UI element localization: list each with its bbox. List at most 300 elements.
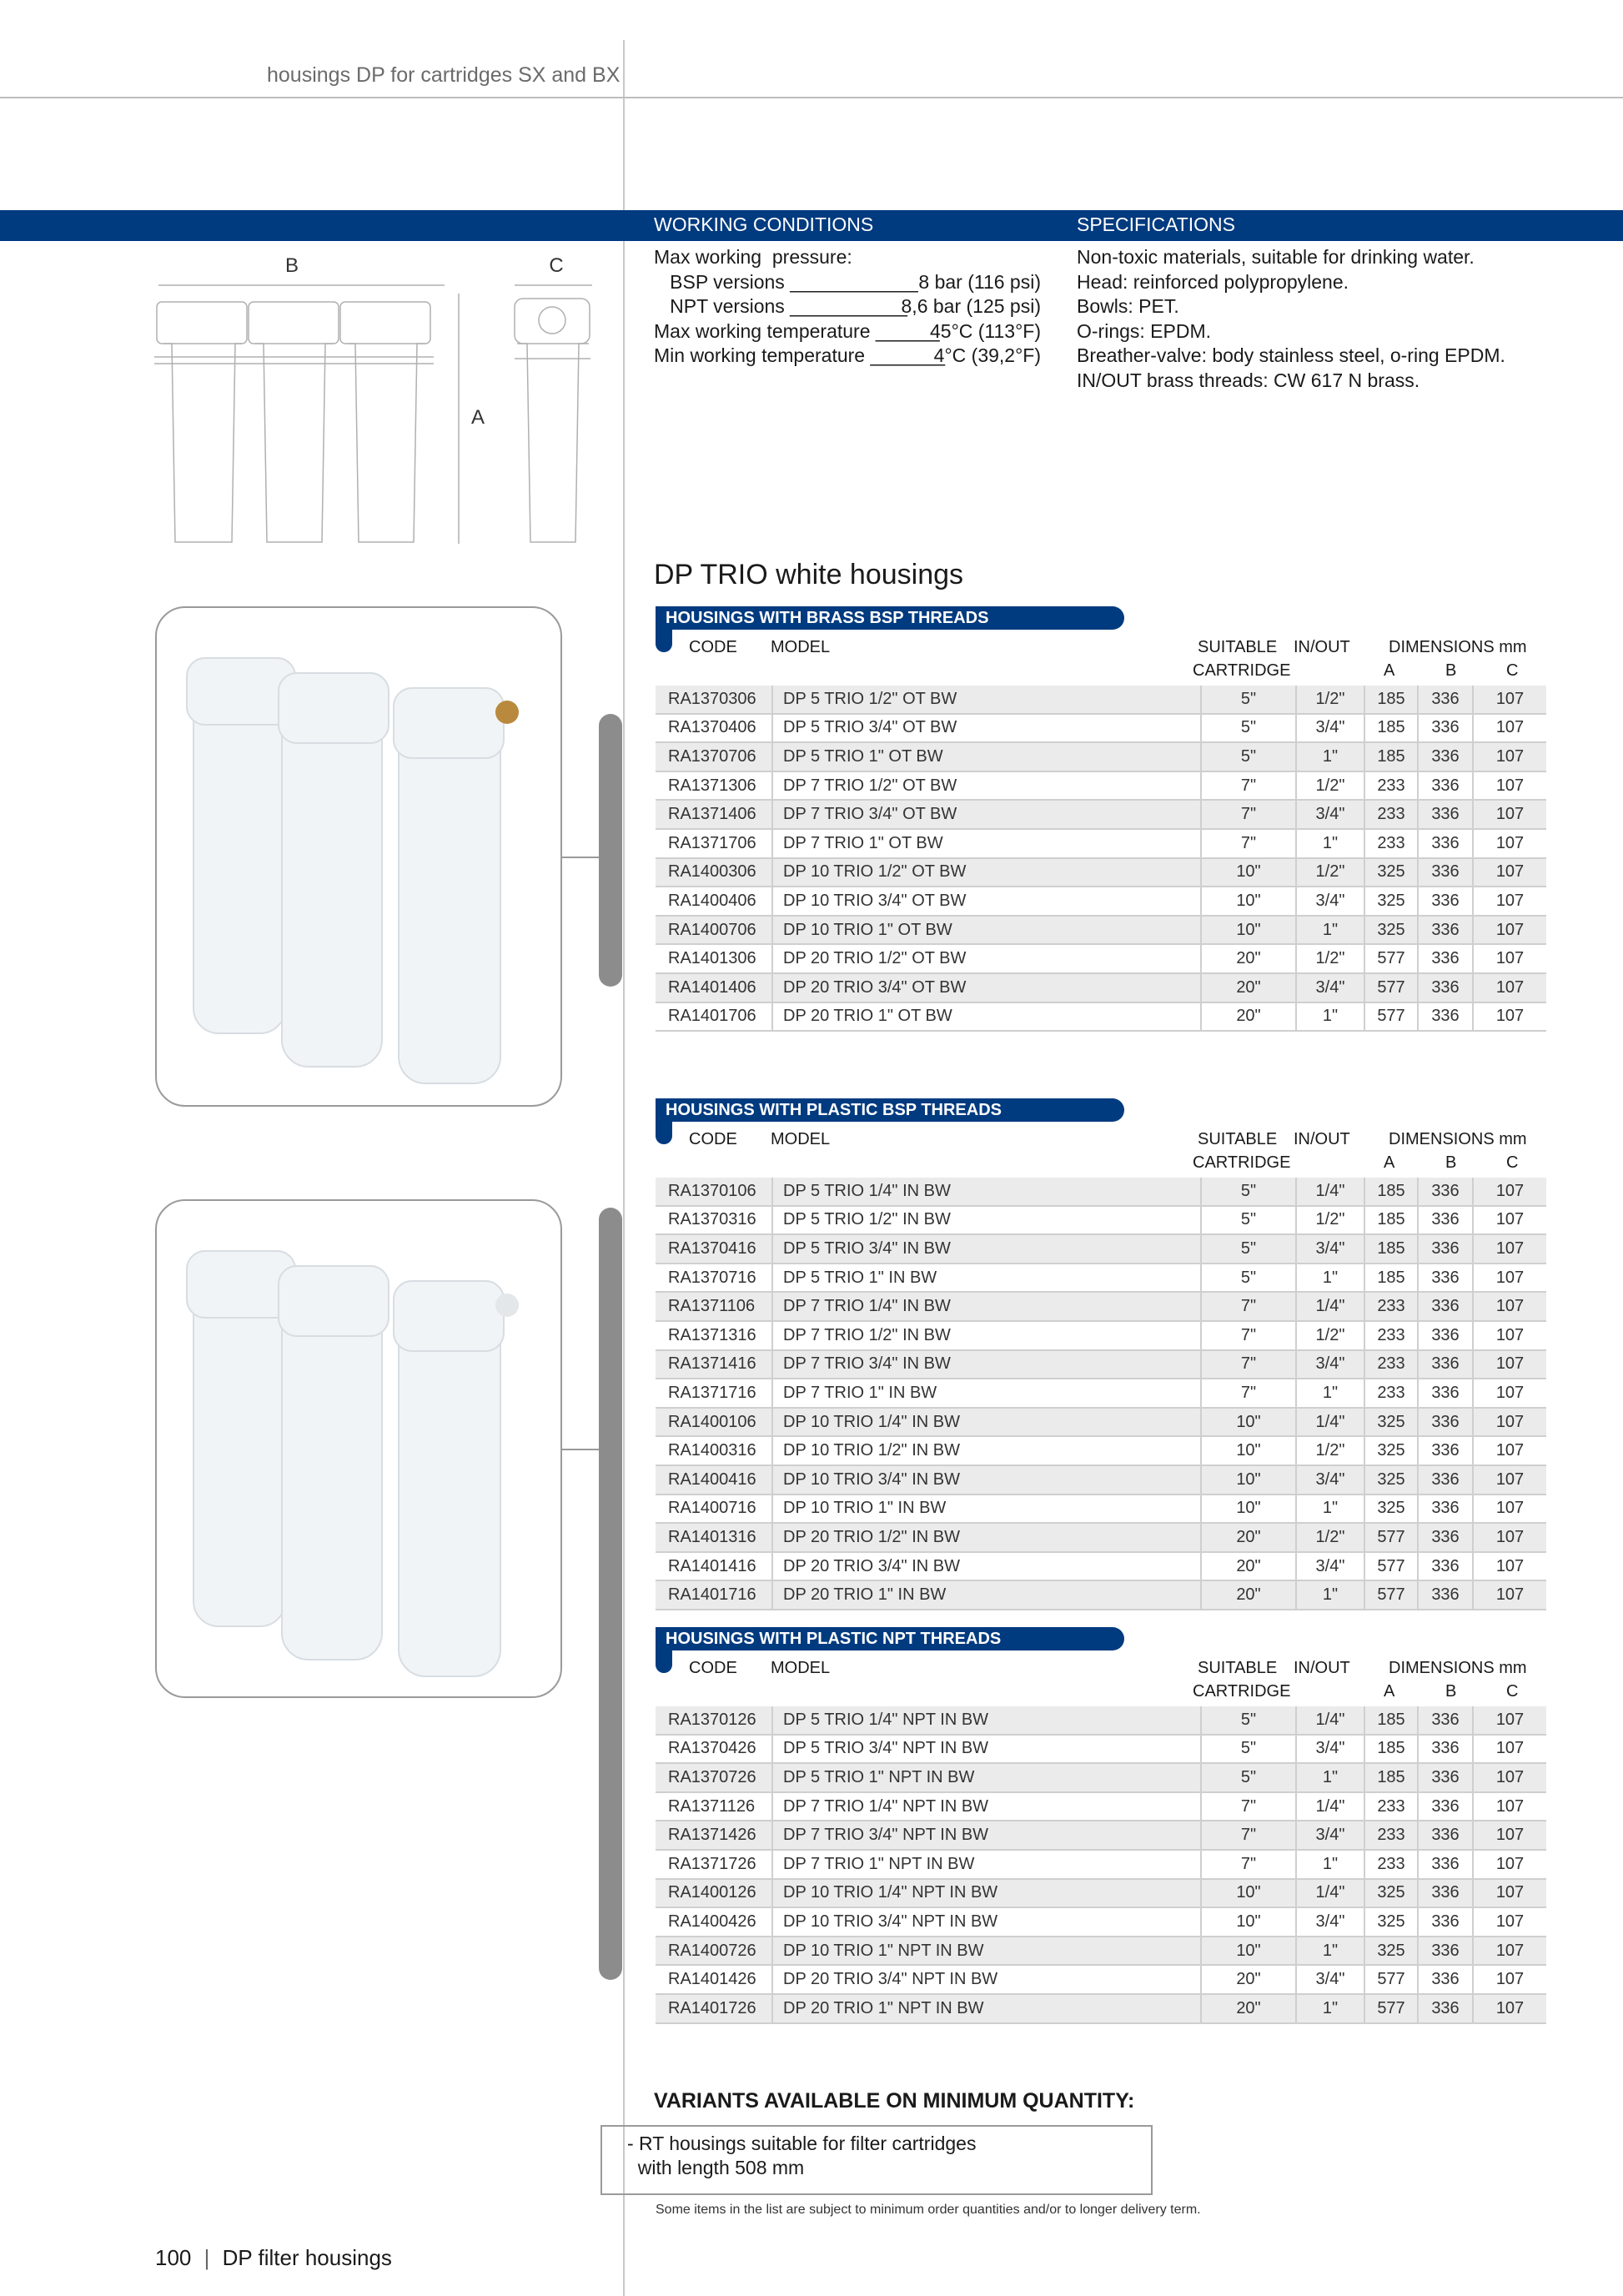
dim-c-cell: 107 [1473, 1523, 1546, 1552]
code-cell: RA1401306 [656, 944, 772, 973]
dim-b-cell: 336 [1418, 1907, 1473, 1937]
dim-b-cell: 336 [1418, 1937, 1473, 1966]
header-code: CODE [689, 1659, 737, 1677]
variants-box [600, 2125, 1153, 2195]
dim-b-cell: 336 [1418, 1234, 1473, 1264]
inout-cell: 1" [1296, 1495, 1364, 1524]
header-model: MODEL [771, 1130, 831, 1148]
table-row [656, 1206, 1546, 1235]
cartridge-cell: 10" [1201, 1495, 1296, 1524]
model-cell: DP 10 TRIO 3/4" IN BW [772, 1465, 1201, 1495]
table-row [656, 1994, 1546, 2023]
inout-cell: 1" [1296, 916, 1364, 945]
cartridge-cell: 7" [1201, 771, 1296, 801]
dim-a-cell: 185 [1364, 686, 1418, 714]
code-cell: RA1400126 [656, 1879, 772, 1908]
header-dim-c: C [1506, 1153, 1519, 1172]
cartridge-cell: 7" [1201, 1821, 1296, 1850]
code-cell: RA1400426 [656, 1907, 772, 1937]
header-dimensions: DIMENSIONS mm [1389, 638, 1527, 656]
header-suitable: SUITABLE [1198, 1659, 1278, 1677]
dim-c-cell: 107 [1473, 1850, 1546, 1879]
cartridge-cell: 7" [1201, 1292, 1296, 1321]
working-condition-label: Max working pressure: [654, 246, 852, 268]
inout-cell: 1" [1296, 1763, 1364, 1792]
dim-a-cell: 325 [1364, 1408, 1418, 1437]
model-cell: DP 20 TRIO 3/4" NPT IN BW [772, 1965, 1201, 1994]
cartridge-cell: 7" [1201, 1379, 1296, 1408]
product-photo-brass [155, 606, 562, 1107]
cartridge-cell: 10" [1201, 858, 1296, 887]
dim-a-cell: 185 [1364, 1178, 1418, 1206]
cartridge-cell: 7" [1201, 1792, 1296, 1821]
header-model: MODEL [771, 638, 831, 656]
inout-cell: 1/2" [1296, 944, 1364, 973]
table-row [656, 1821, 1546, 1850]
model-cell: DP 10 TRIO 1" OT BW [772, 916, 1201, 945]
inout-cell: 1/2" [1296, 1523, 1364, 1552]
header-dimensions: DIMENSIONS mm [1389, 1659, 1527, 1677]
working-conditions-list [654, 245, 1041, 369]
cartridge-cell: 5" [1201, 742, 1296, 771]
dim-a-cell: 233 [1364, 1792, 1418, 1821]
header-rule [0, 97, 1623, 98]
dim-a-cell: 577 [1364, 1580, 1418, 1610]
model-cell: DP 5 TRIO 1/2" OT BW [772, 686, 1201, 714]
inout-cell: 1/2" [1296, 858, 1364, 887]
header-suitable: SUITABLE [1198, 1130, 1278, 1148]
inout-cell: 1" [1296, 829, 1364, 858]
group-marker-brass [599, 714, 622, 987]
group-marker-plastic [599, 1208, 622, 1980]
cartridge-cell: 5" [1201, 1234, 1296, 1264]
dim-a-cell: 185 [1364, 1763, 1418, 1792]
header-dim-a: A [1384, 1153, 1395, 1172]
dim-b-cell: 336 [1418, 771, 1473, 801]
model-cell: DP 7 TRIO 1" NPT IN BW [772, 1850, 1201, 1879]
code-cell: RA1371306 [656, 771, 772, 801]
dim-b-cell: 336 [1418, 1763, 1473, 1792]
table-row [656, 800, 1546, 829]
dim-a-cell: 577 [1364, 1994, 1418, 2023]
model-cell: DP 5 TRIO 3/4" OT BW [772, 714, 1201, 743]
dim-c-cell: 107 [1473, 829, 1546, 858]
dim-a-cell: 325 [1364, 916, 1418, 945]
working-condition-row [654, 344, 1041, 369]
dim-a-cell: 185 [1364, 742, 1418, 771]
inout-cell: 1" [1296, 1002, 1364, 1032]
header-dim-b: B [1445, 1153, 1457, 1172]
dim-c-cell: 107 [1473, 686, 1546, 714]
header-model: MODEL [771, 1659, 831, 1677]
header-dim-a: A [1384, 1682, 1395, 1701]
table-row [656, 1321, 1546, 1350]
dim-a-cell: 185 [1364, 1264, 1418, 1293]
model-cell: DP 7 TRIO 1/2" IN BW [772, 1321, 1201, 1350]
inout-cell: 1" [1296, 1580, 1364, 1610]
header-inout: IN/OUT [1294, 638, 1350, 656]
dim-c-cell: 107 [1473, 742, 1546, 771]
table-row [656, 829, 1546, 858]
page-header-title: housings DP for cartridges SX and BX [267, 63, 621, 87]
dim-b-cell: 336 [1418, 714, 1473, 743]
code-cell: RA1371106 [656, 1292, 772, 1321]
housings-table-brass-bsp [656, 686, 1546, 1032]
inout-cell: 1/2" [1296, 1321, 1364, 1350]
header-dim-b: B [1445, 1682, 1457, 1701]
inout-cell: 1" [1296, 1850, 1364, 1879]
header-dim-b: B [1445, 661, 1457, 680]
cartridge-cell: 5" [1201, 714, 1296, 743]
footer-separator: | [204, 2245, 210, 2270]
dim-c-cell: 107 [1473, 771, 1546, 801]
dim-b-cell: 336 [1418, 686, 1473, 714]
header-dim-a: A [1384, 661, 1395, 680]
header-dim-c: C [1506, 661, 1519, 680]
table-row [656, 1965, 1546, 1994]
code-cell: RA1371426 [656, 1821, 772, 1850]
model-cell: DP 10 TRIO 1" IN BW [772, 1495, 1201, 1524]
dim-c-cell: 107 [1473, 714, 1546, 743]
dim-c-cell: 107 [1473, 1292, 1546, 1321]
working-condition-label: Min working temperature _______ [654, 344, 946, 366]
page-number: 100 [155, 2245, 192, 2270]
table-row [656, 858, 1546, 887]
dim-c-cell: 107 [1473, 1994, 1546, 2023]
table-title-plastic-bsp: HOUSINGS WITH PLASTIC BSP THREADS [656, 1098, 1124, 1122]
dim-a-cell: 325 [1364, 858, 1418, 887]
inout-cell: 3/4" [1296, 973, 1364, 1002]
inout-cell: 1" [1296, 1937, 1364, 1966]
cartridge-cell: 10" [1201, 1907, 1296, 1937]
dim-a-cell: 325 [1364, 1436, 1418, 1465]
dim-c-cell: 107 [1473, 1408, 1546, 1437]
cartridge-cell: 5" [1201, 1206, 1296, 1235]
cartridge-cell: 10" [1201, 1436, 1296, 1465]
dimension-label-a: A [471, 406, 485, 429]
model-cell: DP 10 TRIO 3/4" NPT IN BW [772, 1907, 1201, 1937]
dim-c-cell: 107 [1473, 1735, 1546, 1764]
dim-c-cell: 107 [1473, 1937, 1546, 1966]
working-condition-label: Max working temperature ______ [654, 319, 940, 342]
inout-cell: 1/4" [1296, 1879, 1364, 1908]
dim-c-cell: 107 [1473, 1321, 1546, 1350]
dim-c-cell: 107 [1473, 1234, 1546, 1264]
dim-b-cell: 336 [1418, 1178, 1473, 1206]
table-row [656, 1706, 1546, 1735]
dim-b-cell: 336 [1418, 800, 1473, 829]
header-cartridge: CARTRIDGE [1193, 1153, 1291, 1172]
code-cell: RA1370426 [656, 1735, 772, 1764]
dim-c-cell: 107 [1473, 1178, 1546, 1206]
dim-c-cell: 107 [1473, 1379, 1546, 1408]
cartridge-cell: 5" [1201, 1178, 1296, 1206]
model-cell: DP 7 TRIO 1" IN BW [772, 1379, 1201, 1408]
dim-b-cell: 336 [1418, 1408, 1473, 1437]
cartridge-cell: 10" [1201, 1937, 1296, 1966]
cartridge-cell: 7" [1201, 829, 1296, 858]
working-condition-row [654, 245, 1041, 270]
dim-a-cell: 233 [1364, 1292, 1418, 1321]
cartridge-cell: 7" [1201, 1350, 1296, 1379]
table-row [656, 1792, 1546, 1821]
page-footer [155, 2245, 392, 2271]
dim-b-cell: 336 [1418, 1436, 1473, 1465]
inout-cell: 3/4" [1296, 887, 1364, 916]
dim-b-cell: 336 [1418, 1002, 1473, 1032]
dim-a-cell: 233 [1364, 1379, 1418, 1408]
specification-line: O-rings: EPDM. [1077, 319, 1212, 342]
code-cell: RA1370716 [656, 1264, 772, 1293]
model-cell: DP 7 TRIO 3/4" IN BW [772, 1350, 1201, 1379]
dim-b-cell: 336 [1418, 887, 1473, 916]
dim-b-cell: 336 [1418, 973, 1473, 1002]
code-cell: RA1371416 [656, 1350, 772, 1379]
table-row [656, 1763, 1546, 1792]
dim-c-cell: 107 [1473, 1763, 1546, 1792]
table-row [656, 771, 1546, 801]
cartridge-cell: 20" [1201, 1994, 1296, 2023]
dim-c-cell: 107 [1473, 887, 1546, 916]
dim-b-cell: 336 [1418, 944, 1473, 973]
dim-c-cell: 107 [1473, 1465, 1546, 1495]
model-cell: DP 20 TRIO 3/4" IN BW [772, 1552, 1201, 1581]
model-cell: DP 20 TRIO 1" IN BW [772, 1580, 1201, 1610]
model-cell: DP 10 TRIO 1/2" IN BW [772, 1436, 1201, 1465]
dim-c-cell: 107 [1473, 1792, 1546, 1821]
dim-c-cell: 107 [1473, 1495, 1546, 1524]
specification-line: IN/OUT brass threads: CW 617 N brass. [1077, 369, 1420, 391]
footnote: Some items in the list are subject to minimum order quantities and/or to longer delivery term. [656, 2203, 1201, 2217]
code-cell: RA1370406 [656, 714, 772, 743]
cartridge-cell: 10" [1201, 1879, 1296, 1908]
inout-cell: 1/4" [1296, 1292, 1364, 1321]
dim-b-cell: 336 [1418, 1495, 1473, 1524]
inout-cell: 3/4" [1296, 1552, 1364, 1581]
photo-connector-plastic [562, 1449, 599, 1450]
model-cell: DP 10 TRIO 3/4" OT BW [772, 887, 1201, 916]
specification-line: Bowls: PET. [1077, 295, 1179, 317]
inout-cell: 1/2" [1296, 686, 1364, 714]
dim-a-cell: 233 [1364, 1850, 1418, 1879]
cartridge-cell: 7" [1201, 1850, 1296, 1879]
table-row [656, 1379, 1546, 1408]
dim-a-cell: 577 [1364, 1965, 1418, 1994]
dim-b-cell: 336 [1418, 1850, 1473, 1879]
cartridge-cell: 20" [1201, 1965, 1296, 1994]
inout-cell: 3/4" [1296, 1465, 1364, 1495]
working-condition-value: 45°C (113°F) [929, 319, 1041, 342]
model-cell: DP 7 TRIO 1/2" OT BW [772, 771, 1201, 801]
dim-a-cell: 325 [1364, 887, 1418, 916]
table-header [656, 1657, 1546, 1706]
dim-a-cell: 185 [1364, 714, 1418, 743]
dim-c-cell: 107 [1473, 858, 1546, 887]
code-cell: RA1371726 [656, 1850, 772, 1879]
inout-cell: 3/4" [1296, 1965, 1364, 1994]
table-row [656, 742, 1546, 771]
inout-cell: 1/4" [1296, 1792, 1364, 1821]
code-cell: RA1401706 [656, 1002, 772, 1032]
table-row [656, 1879, 1546, 1908]
model-cell: DP 20 TRIO 1/2" OT BW [772, 944, 1201, 973]
dim-b-cell: 336 [1418, 1264, 1473, 1293]
cartridge-cell: 20" [1201, 1002, 1296, 1032]
inout-cell: 1/4" [1296, 1706, 1364, 1735]
model-cell: DP 7 TRIO 1" OT BW [772, 829, 1201, 858]
header-inout: IN/OUT [1294, 1130, 1350, 1148]
dim-b-cell: 336 [1418, 1206, 1473, 1235]
working-condition-label: BSP versions ____________ [654, 270, 918, 293]
table-row [656, 1178, 1546, 1206]
working-conditions-heading: WORKING CONDITIONS [654, 214, 874, 235]
model-cell: DP 7 TRIO 1/4" IN BW [772, 1292, 1201, 1321]
inout-cell: 3/4" [1296, 1907, 1364, 1937]
specification-line: Breather-valve: body stainless steel, o-ring EPDM. [1077, 344, 1505, 366]
variants-line-1: - RT housings suitable for filter cartridges [627, 2133, 977, 2154]
dim-a-cell: 185 [1364, 1735, 1418, 1764]
dim-c-cell: 107 [1473, 1264, 1546, 1293]
cartridge-cell: 5" [1201, 1706, 1296, 1735]
table-row [656, 1264, 1546, 1293]
table-row [656, 1234, 1546, 1264]
dim-a-cell: 185 [1364, 1234, 1418, 1264]
code-cell: RA1400306 [656, 858, 772, 887]
working-condition-row [654, 270, 1041, 295]
header-cartridge: CARTRIDGE [1193, 661, 1291, 680]
dim-a-cell: 577 [1364, 1523, 1418, 1552]
dim-b-cell: 336 [1418, 1994, 1473, 2023]
variants-title: VARIANTS AVAILABLE ON MINIMUM QUANTITY: [654, 2089, 1135, 2113]
dim-c-cell: 107 [1473, 1706, 1546, 1735]
dim-b-cell: 336 [1418, 1321, 1473, 1350]
code-cell: RA1370306 [656, 686, 772, 714]
header-cartridge: CARTRIDGE [1193, 1682, 1291, 1701]
code-cell: RA1400706 [656, 916, 772, 945]
inout-cell: 1" [1296, 1994, 1364, 2023]
dim-a-cell: 325 [1364, 1907, 1418, 1937]
dim-c-cell: 107 [1473, 1821, 1546, 1850]
table-row [656, 1350, 1546, 1379]
table-row [656, 1465, 1546, 1495]
dim-a-cell: 577 [1364, 1002, 1418, 1032]
cartridge-cell: 10" [1201, 887, 1296, 916]
model-cell: DP 20 TRIO 3/4" OT BW [772, 973, 1201, 1002]
table-header [656, 636, 1546, 685]
dim-c-cell: 107 [1473, 1907, 1546, 1937]
cartridge-cell: 5" [1201, 1763, 1296, 1792]
dim-b-cell: 336 [1418, 1821, 1473, 1850]
table-row [656, 887, 1546, 916]
dim-c-cell: 107 [1473, 973, 1546, 1002]
code-cell: RA1401426 [656, 1965, 772, 1994]
variants-line-2: with length 508 mm [627, 2157, 805, 2178]
header-suitable: SUITABLE [1198, 638, 1278, 656]
dimension-label-c: C [549, 254, 564, 277]
section-title: DP TRIO white housings [654, 559, 964, 590]
model-cell: DP 7 TRIO 3/4" NPT IN BW [772, 1821, 1201, 1850]
cartridge-cell: 20" [1201, 1523, 1296, 1552]
model-cell: DP 5 TRIO 1" NPT IN BW [772, 1763, 1201, 1792]
model-cell: DP 5 TRIO 1" OT BW [772, 742, 1201, 771]
code-cell: RA1400106 [656, 1408, 772, 1437]
inout-cell: 3/4" [1296, 800, 1364, 829]
dim-a-cell: 185 [1364, 1206, 1418, 1235]
table-row [656, 1292, 1546, 1321]
dim-c-cell: 107 [1473, 1002, 1546, 1032]
dim-c-cell: 107 [1473, 1879, 1546, 1908]
code-cell: RA1400316 [656, 1436, 772, 1465]
dim-b-cell: 336 [1418, 1792, 1473, 1821]
code-cell: RA1371126 [656, 1792, 772, 1821]
code-cell: RA1401726 [656, 1994, 772, 2023]
code-cell: RA1371716 [656, 1379, 772, 1408]
table-row [656, 944, 1546, 973]
dim-a-cell: 325 [1364, 1465, 1418, 1495]
dim-b-cell: 336 [1418, 916, 1473, 945]
model-cell: DP 10 TRIO 1/4" NPT IN BW [772, 1879, 1201, 1908]
dim-a-cell: 233 [1364, 1321, 1418, 1350]
dim-b-cell: 336 [1418, 1379, 1473, 1408]
table-row [656, 1495, 1546, 1524]
cartridge-cell: 5" [1201, 686, 1296, 714]
dim-c-cell: 107 [1473, 916, 1546, 945]
working-condition-row [654, 319, 1041, 344]
code-cell: RA1370726 [656, 1763, 772, 1792]
working-condition-value: 4°C (39,2°F) [933, 344, 1041, 366]
dim-b-cell: 336 [1418, 1580, 1473, 1610]
dim-a-cell: 325 [1364, 1495, 1418, 1524]
code-cell: RA1400406 [656, 887, 772, 916]
inout-cell: 1/4" [1296, 1178, 1364, 1206]
dim-c-cell: 107 [1473, 1552, 1546, 1581]
code-cell: RA1400726 [656, 1937, 772, 1966]
model-cell: DP 7 TRIO 3/4" OT BW [772, 800, 1201, 829]
model-cell: DP 5 TRIO 3/4" IN BW [772, 1234, 1201, 1264]
inout-cell: 1" [1296, 1264, 1364, 1293]
table-row [656, 1436, 1546, 1465]
cartridge-cell: 7" [1201, 1321, 1296, 1350]
dim-a-cell: 233 [1364, 771, 1418, 801]
working-condition-label: NPT versions ___________ [654, 295, 907, 317]
table-row [656, 1408, 1546, 1437]
dim-b-cell: 336 [1418, 858, 1473, 887]
specification-line: Head: reinforced polypropylene. [1077, 270, 1349, 293]
code-cell: RA1371316 [656, 1321, 772, 1350]
table-title-plastic-npt: HOUSINGS WITH PLASTIC NPT THREADS [656, 1627, 1124, 1650]
dim-b-cell: 336 [1418, 1523, 1473, 1552]
cartridge-cell: 20" [1201, 973, 1296, 1002]
inout-cell: 3/4" [1296, 1821, 1364, 1850]
model-cell: DP 10 TRIO 1" NPT IN BW [772, 1937, 1201, 1966]
table-row [656, 714, 1546, 743]
cartridge-cell: 20" [1201, 1552, 1296, 1581]
code-cell: RA1370706 [656, 742, 772, 771]
table-row [656, 686, 1546, 714]
inout-cell: 3/4" [1296, 1234, 1364, 1264]
inout-cell: 3/4" [1296, 1350, 1364, 1379]
cartridge-cell: 20" [1201, 1580, 1296, 1610]
dimension-label-b: B [284, 254, 299, 277]
model-cell: DP 10 TRIO 1/2" OT BW [772, 858, 1201, 887]
header-code: CODE [689, 638, 737, 656]
dim-a-cell: 233 [1364, 800, 1418, 829]
code-cell: RA1371406 [656, 800, 772, 829]
code-cell: RA1370416 [656, 1234, 772, 1264]
working-condition-value: 8 bar (116 psi) [918, 270, 1041, 293]
model-cell: DP 5 TRIO 1/2" IN BW [772, 1206, 1201, 1235]
dim-b-cell: 336 [1418, 1552, 1473, 1581]
